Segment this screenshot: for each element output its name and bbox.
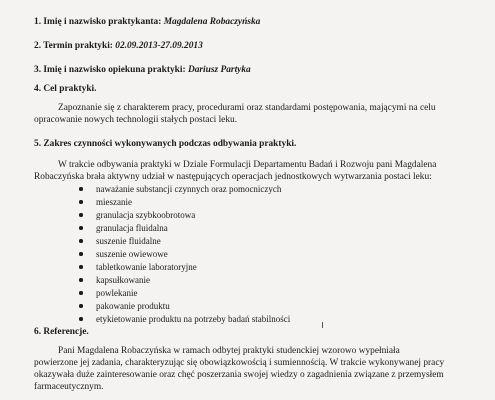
- trainee-name: Magdalena Robaczyńska: [163, 17, 261, 27]
- section-1-label: 1. Imię i nazwisko praktykanta:: [34, 17, 162, 27]
- section-4-text-line: opracowanie nowych technologii stałych postaci leku.: [34, 115, 238, 125]
- section-3-heading: [34, 65, 251, 76]
- scan-mark: [322, 322, 323, 328]
- section-5-text-line: W trakcie odbywania praktyki w Dziale Formulacji Departamentu Badań i Rozwoju pani Magdalena: [58, 160, 437, 170]
- section-6-text-line: Pani Magdalena Robaczyńska w ramach odbytej praktyki studenckiej wzorowo wypełniała: [58, 346, 400, 356]
- bullet-icon: [79, 304, 83, 308]
- section-5-heading: 5. Zakres czynności wykonywanych podczas odbywania praktyki.: [34, 139, 297, 149]
- internship-dates: 02.09.2013-27.09.2013: [115, 41, 203, 51]
- section-1-heading: [34, 17, 260, 28]
- section-6-text-line: powierzone jej zadania, charakteryzując się obowiązkowością i sumiennością. W trakcie wykonywanej pracy: [34, 358, 445, 368]
- section-6-text-line: okazywała duże zainteresowanie oraz chęć poszerzania swojej wiedzy o zagadnienia związane z przemysłem: [34, 370, 444, 380]
- section-4-heading: 4. Cel praktyki.: [34, 84, 97, 94]
- section-5-text-line: Robaczyńska brała aktywny udział w następujących operacjach jednostkowych wytwarzania postaci leku:: [34, 172, 432, 182]
- section-3-label: 3. Imię i nazwisko opiekuna praktyki:: [34, 65, 186, 75]
- bullet-icon: [79, 291, 83, 295]
- bullet-icon: [79, 187, 83, 191]
- section-4-text-line: Zapoznanie się z charakterem pracy, procedurami oraz standardami postępowania, mającymi na celu: [58, 103, 436, 113]
- bullet-icon: [79, 317, 83, 321]
- bullet-icon: [79, 200, 83, 204]
- bullet-icon: [79, 213, 83, 217]
- section-2-label: 2. Termin praktyki:: [34, 41, 113, 51]
- section-2-heading: [34, 41, 203, 52]
- bullet-icon: [79, 239, 83, 243]
- bullet-icon: [79, 252, 83, 256]
- document-page: 1. Imię i nazwisko praktykanta: Magdalena Robaczyńska 2. Termin praktyki: 02.09.2013-27.09.2013 3. Imię i nazwisko opiekuna praktyki: Dariusz Partyka 4. Cel praktyki. Zapoznanie się z charakterem pracy, procedurami oraz standardami postępowania, mającymi na celu opracowanie nowych technologii stałych postaci leku. 5. Zakres czynności wykonywanych podczas odbywania praktyki. W trakcie odbywania praktyki w Dziale Formulacji Departamentu Badań i Rozwoju pani Magdalena Robaczyńska brała aktywny udział w następujących operacjach jednostkowych wytwarzania postaci leku: naważanie substancji czynnych oraz pomocniczych mieszanie granulacja szybkoobrotowa granulacja fluidalna suszenie fluidalne suszenie owiewowe tabletkowanie laboratoryjne kapsułkowanie powlekanie pakowanie produktu etykietowanie produktu na potrzeby badań stabilności 6. Referencje. Pani Magdalena Robaczyńska w ramach odbytej praktyki studenckiej wzorowo wypełniała powierzone jej zadania, charakteryzując się obowiązkowością i sumiennością. W trakcie wykonywanej pracy okazywała duże zainteresowanie oraz chęć poszerzania swojej wiedzy o zagadnienia związane z przemysłem farmaceutycznym.: [34, 17, 445, 392]
- bullet-icon: [79, 278, 83, 282]
- section-6-text-line: farmaceutycznym.: [34, 382, 104, 392]
- section-6-heading: 6. Referencje.: [34, 327, 89, 337]
- supervisor-name: Dariusz Partyka: [187, 65, 251, 75]
- bullet-icon: [79, 226, 83, 230]
- bullet-icon: [79, 265, 83, 269]
